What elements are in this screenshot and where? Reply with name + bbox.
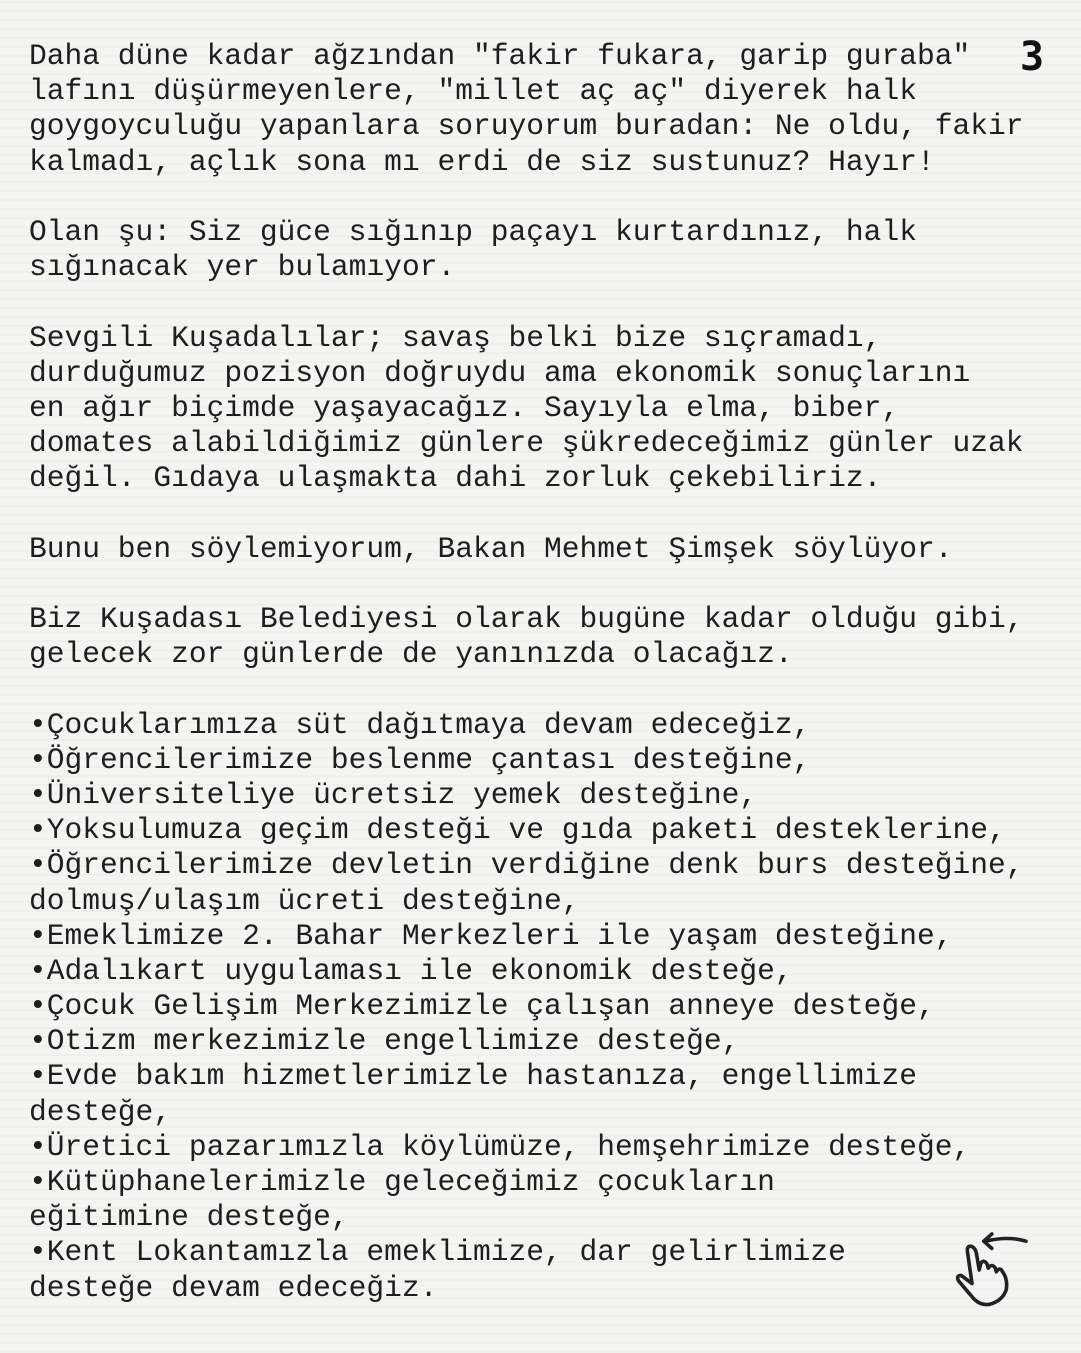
text-line: dolmuş/ulaşım ücreti desteğine,	[29, 883, 580, 918]
bullet-line: •Otizm merkezimizle engellimize desteğe,	[29, 1024, 740, 1059]
bullet-line: •Kütüphanelerimizle geleceğimiz çocukların	[29, 1165, 775, 1199]
bullet-line: •Yoksulumuza geçim desteği ve gıda paketi desteklerine,	[29, 813, 1006, 848]
swipe-left-hand-icon	[945, 1225, 1035, 1315]
text-line: sığınacak yer bulamıyor.	[29, 250, 456, 285]
bullet-line: •Üretici pazarımızla köylümüze, hemşehrimize desteğe,	[29, 1129, 971, 1164]
bullet-line: •Üniversiteliye ücretsiz yemek desteğine,	[29, 777, 758, 812]
text-line: değil. Gıdaya ulaşmakta dahi zorluk çekebiliriz.	[29, 461, 882, 496]
text-line: kalmadı, açlık sona mı erdi de siz sustunuz? Hayır!	[29, 144, 935, 179]
bullet-line: •Evde bakım hizmetlerimizle hastanıza, engellimize	[29, 1059, 917, 1094]
text-line: Biz Kuşadası Belediyesi olarak bugüne kadar olduğu gibi,	[29, 602, 1024, 636]
text-line	[29, 672, 1024, 707]
text-line: goygoyculuğu yapanlara soruyorum buradan: Ne oldu, fakir	[29, 109, 1024, 144]
text-line: domates alabildiğimiz günlere şükredeceğimiz günler uzak	[29, 426, 1024, 461]
bullet-line: •Öğrencilerimize devletin verdiğine denk burs desteğine,	[29, 848, 1024, 883]
text-line	[29, 496, 1024, 531]
text-line: durduğumuz pozisyon doğruydu ama ekonomik sonuçlarını	[29, 355, 971, 390]
text-line	[29, 285, 1024, 320]
text-line: eğitimine desteğe,	[29, 1200, 349, 1235]
text-line: gelecek zor günlerde de yanınızda olacağız.	[29, 637, 793, 672]
text-line	[29, 567, 1024, 602]
bullet-line: •Çocuk Gelişim Merkezimizle çalışan anneye desteğe,	[29, 989, 935, 1024]
bullet-line: •Emeklimize 2. Bahar Merkezleri ile yaşam desteğine,	[29, 918, 953, 953]
bullet-line: •Çocuklarımıza süt dağıtmaya devam edeceğiz,	[29, 707, 811, 742]
bullet-line: •Adalıkart uygulaması ile ekonomik desteğe,	[29, 953, 793, 988]
text-line: Bunu ben söylemiyorum, Bakan Mehmet Şimşek söylüyor.	[29, 531, 953, 566]
text-line: Olan şu: Siz güce sığınıp paçayı kurtardınız, halk	[29, 214, 917, 249]
text-line: desteğe,	[29, 1094, 172, 1129]
text-line: Daha düne kadar ağzından "fakir fukara, garip guraba"	[29, 39, 971, 73]
page-number: 3	[1020, 34, 1045, 80]
bullet-line: •Kent Lokantamızla emeklimize, dar gelirlimize	[29, 1235, 846, 1270]
bullet-line: •Öğrencilerimize beslenme çantası desteğine,	[29, 742, 811, 777]
text-line: lafını düşürmeyenlere, "millet aç aç" diyerek halk	[29, 74, 917, 109]
body-text	[29, 39, 1024, 1306]
text-line: Sevgili Kuşadalılar; savaş belki bize sıçramadı,	[29, 320, 882, 355]
text-line: desteğe devam edeceğiz.	[29, 1270, 438, 1305]
text-line: en ağır biçimde yaşayacağız. Sayıyla elma, biber,	[29, 390, 900, 425]
text-line	[29, 180, 1024, 215]
